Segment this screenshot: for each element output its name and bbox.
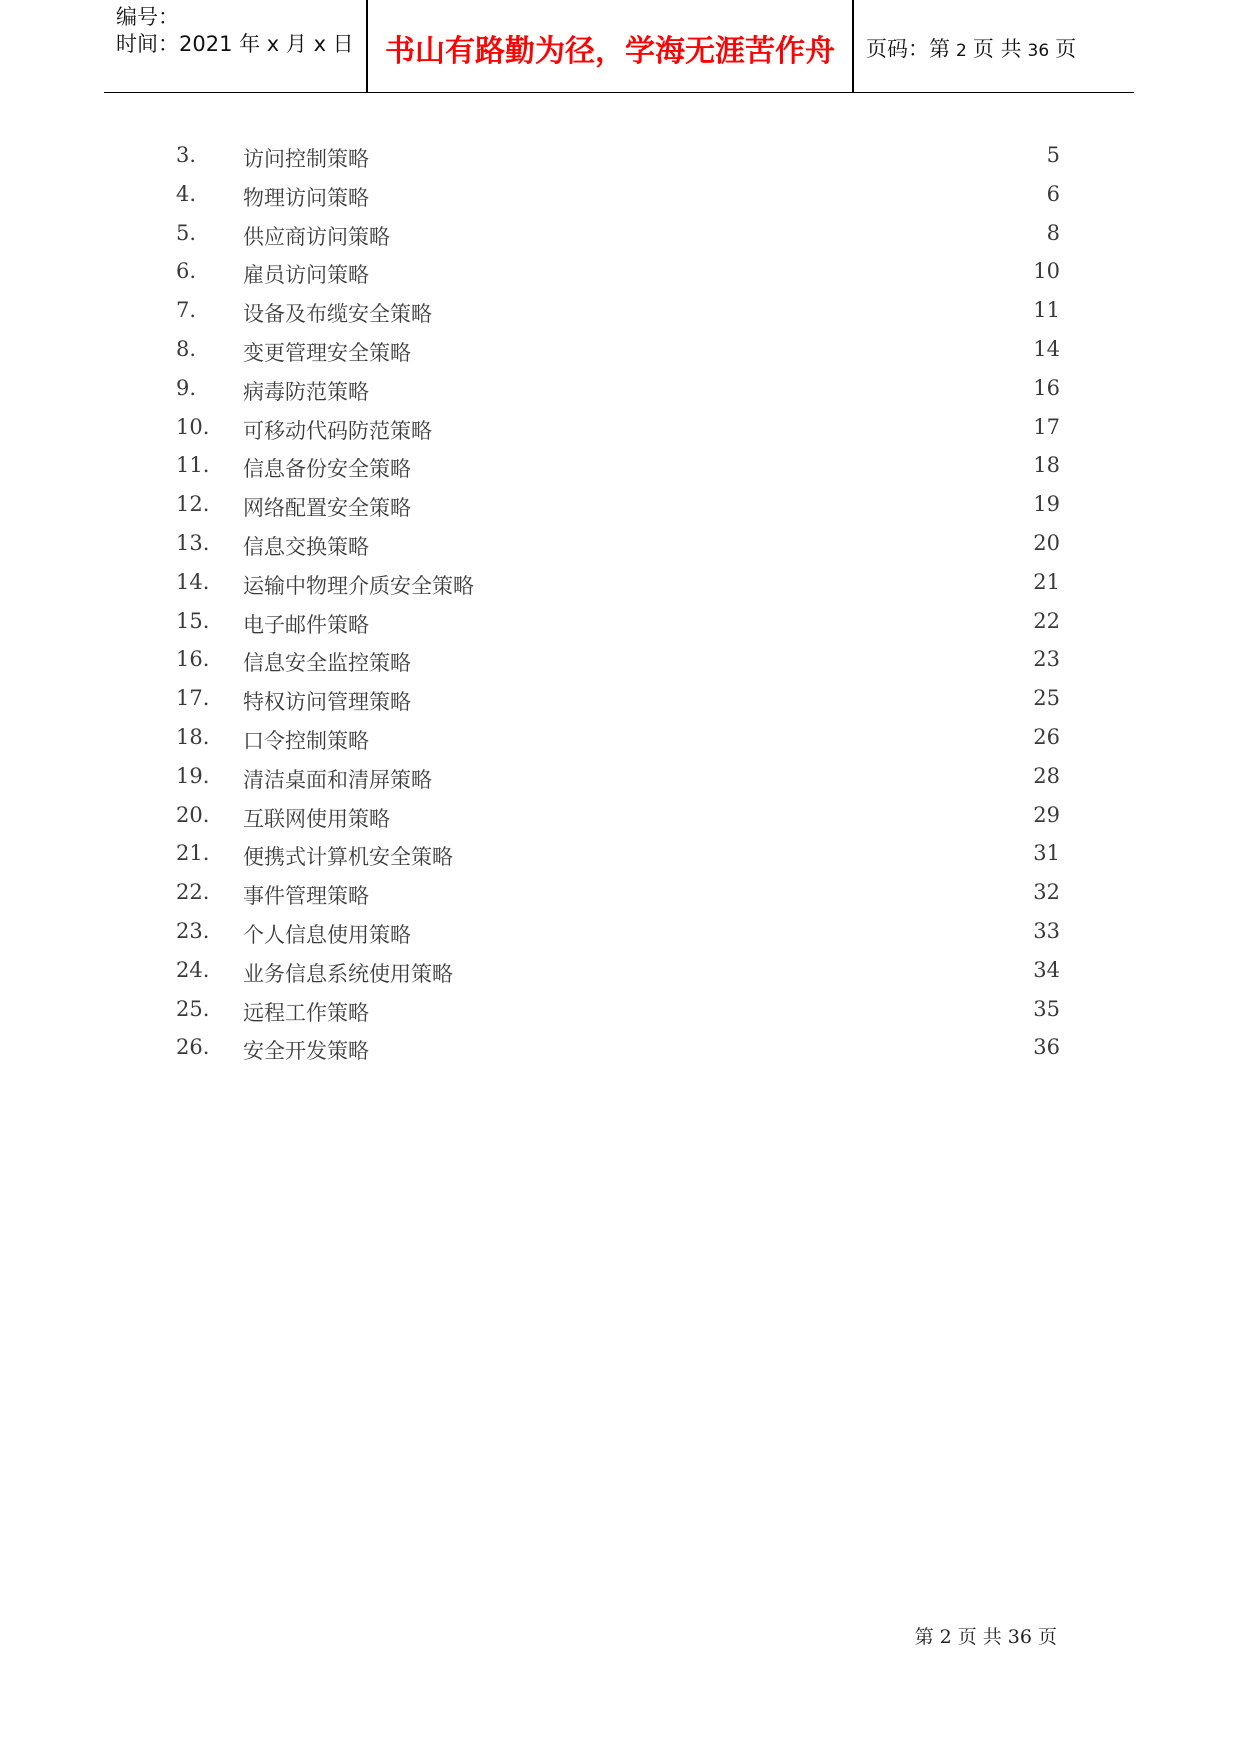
- toc-entry-title: 事件管理策略: [243, 884, 369, 909]
- footer-page-total: 36: [1007, 1626, 1032, 1648]
- toc-entry-number: 5.: [176, 220, 197, 245]
- toc-entry-number: 23.: [176, 918, 210, 943]
- toc-entry-title: 清洁桌面和清屏策略: [243, 767, 432, 792]
- toc-entry-number: 9.: [176, 375, 197, 400]
- toc-entry[interactable]: [176, 221, 1060, 260]
- toc-entry-page-number: 31: [1033, 841, 1060, 866]
- table-of-contents: [176, 143, 1060, 1074]
- toc-entry-title: 雇员访问策略: [243, 263, 369, 288]
- toc-entry-page-number: 5: [1046, 143, 1060, 167]
- toc-entry-page-number: 26: [1033, 724, 1060, 749]
- header-page-prefix: 页码：第: [866, 37, 950, 61]
- toc-entry[interactable]: [176, 453, 1060, 492]
- toc-entry-title: 个人信息使用策略: [243, 922, 411, 947]
- toc-entry-title: 便携式计算机安全策略: [243, 845, 453, 870]
- toc-entry-title: 安全开发策略: [243, 1039, 369, 1064]
- toc-entry-page-number: 20: [1033, 530, 1060, 555]
- toc-entry-title: 电子邮件策略: [243, 612, 369, 637]
- toc-entry-page-number: 10: [1033, 259, 1060, 284]
- toc-entry-page-number: 18: [1033, 453, 1060, 478]
- toc-entry[interactable]: [176, 492, 1060, 531]
- toc-entry-number: 25.: [176, 996, 210, 1021]
- toc-entry[interactable]: [176, 609, 1060, 648]
- toc-entry-title: 远程工作策略: [243, 1000, 369, 1025]
- toc-entry-page-number: 14: [1033, 336, 1060, 361]
- toc-entry[interactable]: [176, 880, 1060, 919]
- header-meta: [116, 4, 354, 58]
- document-number-label: 编号：: [116, 5, 179, 29]
- footer-prefix: 第: [914, 1626, 934, 1648]
- toc-entry[interactable]: [176, 803, 1060, 842]
- toc-entry[interactable]: [176, 647, 1060, 686]
- toc-entry[interactable]: [176, 337, 1060, 376]
- toc-entry-title: 信息交换策略: [243, 534, 369, 559]
- toc-entry-title: 物理访问策略: [243, 185, 369, 210]
- toc-entry-number: 13.: [176, 530, 210, 555]
- toc-entry-title: 互联网使用策略: [243, 806, 390, 831]
- toc-entry-title: 信息备份安全策略: [243, 457, 411, 482]
- toc-entry-title: 业务信息系统使用策略: [243, 961, 453, 986]
- toc-entry-page-number: 34: [1033, 957, 1060, 982]
- toc-entry-title: 可移动代码防范策略: [243, 418, 432, 443]
- toc-entry-number: 10.: [176, 414, 210, 439]
- toc-entry[interactable]: [176, 570, 1060, 609]
- toc-entry-page-number: 29: [1033, 802, 1060, 827]
- toc-entry-page-number: 6: [1046, 181, 1060, 206]
- toc-entry-title: 特权访问管理策略: [243, 690, 411, 715]
- footer-page-current: 2: [939, 1626, 952, 1648]
- toc-entry-title: 访问控制策略: [243, 147, 369, 171]
- footer-suffix: 页: [1037, 1626, 1057, 1648]
- toc-entry-number: 20.: [176, 802, 210, 827]
- toc-entry-page-number: 11: [1033, 298, 1060, 323]
- toc-entry-number: 17.: [176, 686, 210, 711]
- toc-entry-page-number: 32: [1033, 880, 1060, 905]
- toc-entry[interactable]: [176, 958, 1060, 997]
- footer-mid: 页 共: [957, 1626, 1002, 1648]
- toc-entry[interactable]: [176, 259, 1060, 298]
- toc-entry-number: 18.: [176, 724, 210, 749]
- toc-entry[interactable]: [176, 764, 1060, 803]
- toc-entry-number: 16.: [176, 647, 210, 672]
- header-page-total: 36: [1027, 41, 1050, 61]
- toc-entry[interactable]: [176, 298, 1060, 337]
- header-page-mid: 页 共: [972, 37, 1022, 61]
- document-date: 时间：2021 年 x 月 x 日: [116, 32, 354, 56]
- toc-entry-page-number: 17: [1033, 414, 1060, 439]
- page-header: [104, 0, 1134, 93]
- toc-entry-page-number: 25: [1033, 686, 1060, 711]
- toc-entry-page-number: 16: [1033, 375, 1060, 400]
- toc-entry-number: 12.: [176, 492, 210, 517]
- toc-entry-number: 15.: [176, 608, 210, 633]
- toc-entry-number: 21.: [176, 841, 210, 866]
- toc-entry-number: 19.: [176, 763, 210, 788]
- toc-entry-page-number: 21: [1033, 569, 1060, 594]
- header-page-suffix: 页: [1055, 37, 1077, 61]
- toc-entry-page-number: 35: [1033, 996, 1060, 1021]
- toc-entry[interactable]: [176, 415, 1060, 454]
- toc-entry-number: 3.: [176, 143, 197, 167]
- toc-entry-title: 供应商访问策略: [243, 224, 390, 249]
- toc-entry-page-number: 33: [1033, 918, 1060, 943]
- toc-entry-number: 22.: [176, 880, 210, 905]
- toc-entry-number: 8.: [176, 336, 197, 361]
- toc-entry-title: 设备及布缆安全策略: [243, 302, 432, 327]
- toc-entry-page-number: 36: [1033, 1035, 1060, 1060]
- toc-entry-number: 7.: [176, 298, 197, 323]
- header-motto: 书山有路勤为径，学海无涯苦作舟: [385, 34, 835, 69]
- toc-entry[interactable]: [176, 531, 1060, 570]
- toc-entry[interactable]: [176, 686, 1060, 725]
- toc-entry-page-number: 19: [1033, 492, 1060, 517]
- toc-entry-number: 4.: [176, 181, 197, 206]
- header-page-current: 2: [956, 41, 967, 61]
- toc-entry-number: 24.: [176, 957, 210, 982]
- header-page-indicator: [866, 33, 1076, 63]
- toc-entry-page-number: 28: [1033, 763, 1060, 788]
- toc-entry[interactable]: [176, 1035, 1060, 1074]
- toc-entry[interactable]: [176, 376, 1060, 415]
- toc-entry[interactable]: [176, 725, 1060, 764]
- toc-entry-number: 11.: [176, 453, 210, 478]
- toc-entry[interactable]: [176, 143, 1060, 182]
- toc-entry-title: 口令控制策略: [243, 728, 369, 753]
- toc-entry[interactable]: [176, 919, 1060, 958]
- header-divider: [852, 0, 854, 92]
- toc-entry[interactable]: [176, 997, 1060, 1036]
- toc-entry[interactable]: [176, 841, 1060, 880]
- toc-entry-number: 26.: [176, 1035, 210, 1060]
- toc-entry[interactable]: [176, 182, 1060, 221]
- page-footer: [909, 1622, 1057, 1649]
- toc-entry-page-number: 8: [1046, 220, 1060, 245]
- toc-entry-title: 运输中物理介质安全策略: [243, 573, 474, 598]
- toc-entry-title: 网络配置安全策略: [243, 496, 411, 521]
- toc-entry-title: 信息安全监控策略: [243, 651, 411, 676]
- toc-entry-title: 病毒防范策略: [243, 379, 369, 404]
- toc-entry-page-number: 22: [1033, 608, 1060, 633]
- toc-entry-number: 6.: [176, 259, 197, 284]
- toc-entry-number: 14.: [176, 569, 210, 594]
- toc-entry-title: 变更管理安全策略: [243, 340, 411, 365]
- toc-entry-page-number: 23: [1033, 647, 1060, 672]
